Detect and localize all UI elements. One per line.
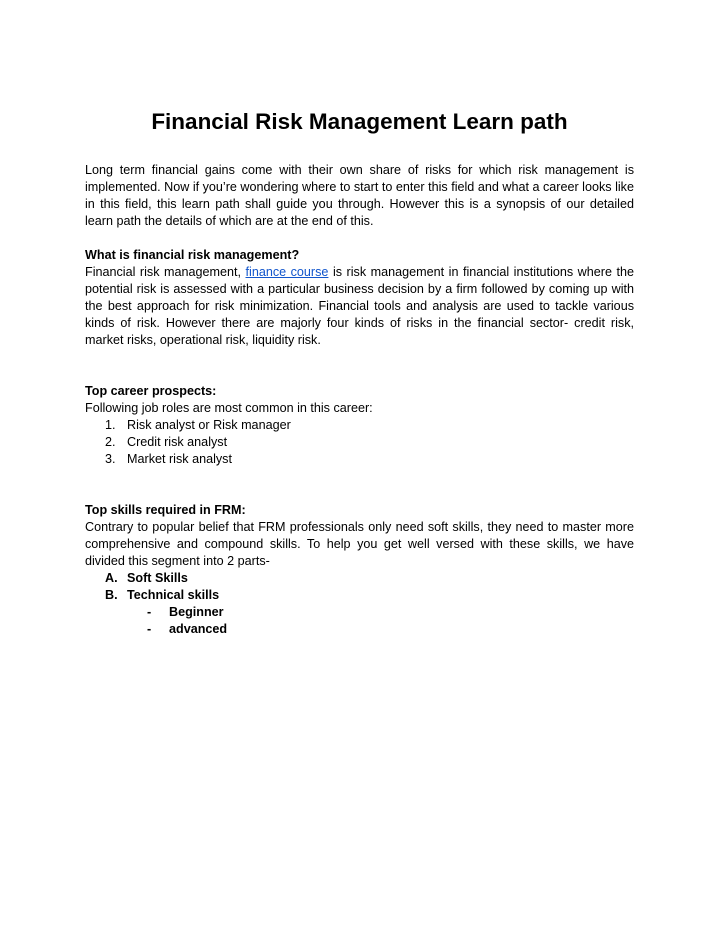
list-item-text: Soft Skills	[127, 571, 188, 585]
list-item-text: Risk analyst or Risk manager	[127, 418, 291, 432]
list-item	[85, 417, 634, 434]
dash-marker: -	[147, 605, 152, 619]
list-marker: 2.	[105, 435, 116, 449]
document-page	[85, 107, 634, 638]
dash-marker: -	[147, 622, 152, 636]
list-item	[85, 587, 634, 604]
list-item	[85, 451, 634, 468]
section-top-skills	[85, 502, 634, 638]
list-item	[85, 604, 634, 621]
intro-paragraph: Long term financial gains come with their own share of risks for which risk management is implemented. Now if you’re wondering where to start to enter this field and what a career looks like in this field, this learn path shall guide you through. However this is a synopsis of our detailed learn path the details of which are at the end of this.	[85, 163, 634, 228]
list-marker: 1.	[105, 418, 116, 432]
section-heading: Top skills required in FRM:	[85, 503, 246, 517]
skills-list	[85, 570, 634, 604]
section-what-is-frm	[85, 247, 634, 349]
list-marker: A.	[105, 571, 118, 585]
list-item-text: Market risk analyst	[127, 452, 232, 466]
technical-levels-list	[85, 604, 634, 638]
list-marker: 3.	[105, 452, 116, 466]
list-item-text: Technical skills	[127, 588, 220, 602]
paragraph-text: is risk management in financial institutions where the potential risk is assessed with a particular business decision by a firm followed by coming up with the best approach for risk minimization. Financial tools and analysis are used to tackle various kinds of risk. However there are majorly four kinds of risks in the financial sector- credit risk, market risks, operational risk, liquidity risk.	[85, 265, 634, 347]
list-item	[85, 621, 634, 638]
career-list	[85, 417, 634, 468]
section-heading: What is financial risk management?	[85, 248, 300, 262]
document-title: Financial Risk Management Learn path	[151, 109, 568, 134]
section-intro: Following job roles are most common in this career:	[85, 401, 373, 415]
section-paragraph: Contrary to popular belief that FRM professionals only need soft skills, they need to master more comprehensive and compound skills. To help you get well versed with these skills, we have divided this segment into 2 parts-	[85, 520, 634, 568]
list-item-text: Beginner	[169, 605, 224, 619]
section-paragraph	[85, 264, 634, 349]
list-marker: B.	[105, 588, 118, 602]
section-career-prospects	[85, 383, 634, 468]
list-item	[85, 434, 634, 451]
list-item-text: advanced	[169, 622, 228, 636]
section-heading: Top career prospects:	[85, 384, 217, 398]
finance-course-link[interactable]: finance course	[245, 265, 329, 279]
list-item	[85, 570, 634, 587]
paragraph-text: Financial risk management,	[85, 265, 246, 279]
list-item-text: Credit risk analyst	[127, 435, 228, 449]
